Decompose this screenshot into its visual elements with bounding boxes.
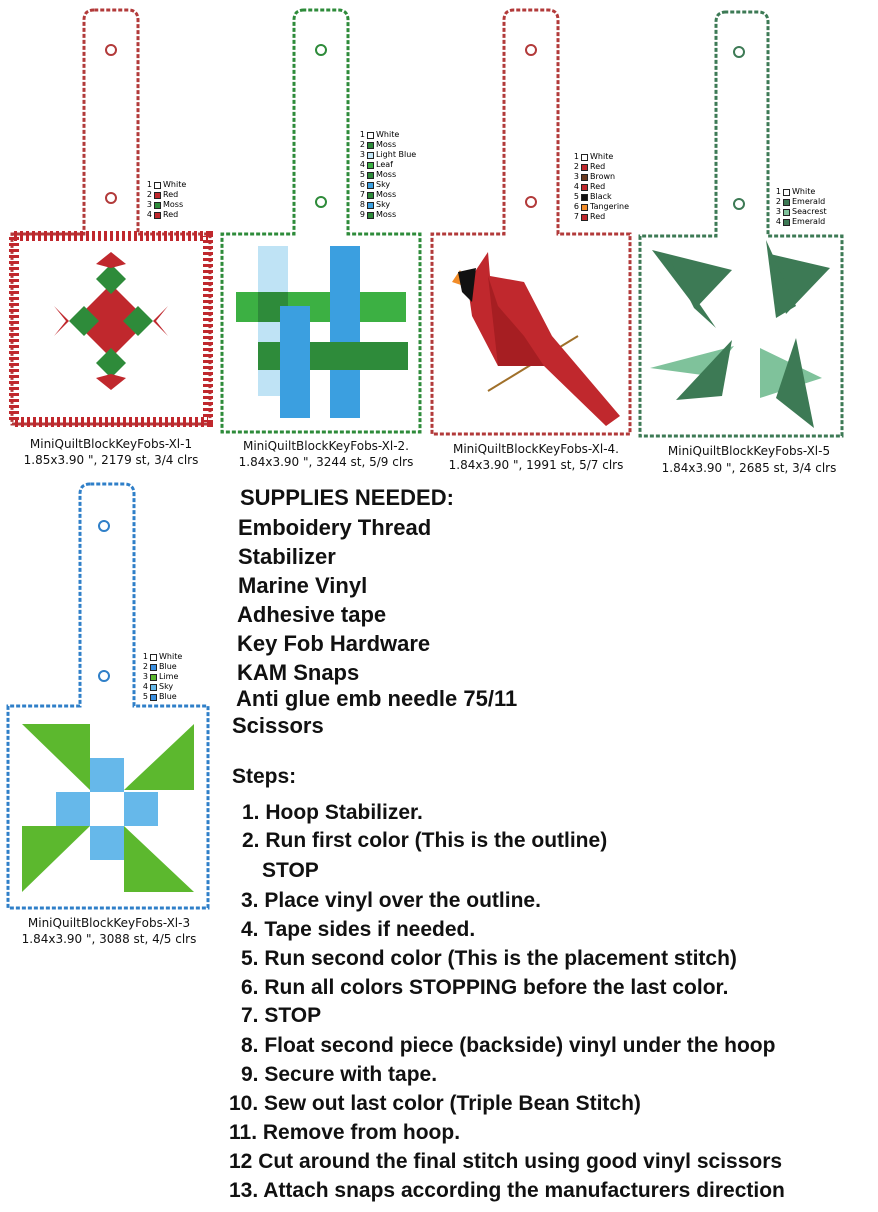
supply-item: Key Fob Hardware	[237, 631, 431, 656]
color-swatch	[783, 219, 790, 226]
step-item: 1. Hoop Stabilizer.	[242, 801, 423, 824]
legend-label: Lime	[159, 672, 179, 681]
legend-label: Moss	[163, 200, 184, 209]
legend-label: Red	[163, 210, 179, 219]
color-swatch	[581, 184, 588, 191]
legend-label: White	[792, 187, 816, 196]
legend-number: 2	[146, 190, 152, 199]
step-item: STOP	[262, 859, 319, 882]
legend-label: Seacrest	[792, 207, 827, 216]
supply-item: Marine Vinyl	[238, 573, 368, 598]
step-item: 2. Run first color (This is the outline)	[242, 829, 608, 852]
legend-number: 1	[146, 180, 152, 189]
legend-row	[358, 150, 416, 160]
legend-row	[572, 152, 629, 162]
legend-label: Black	[590, 192, 612, 201]
color-swatch	[367, 162, 374, 169]
step-item: 5. Run second color (This is the placement stitch)	[241, 947, 737, 970]
legend-label: White	[163, 180, 187, 189]
legend-number: 9	[359, 210, 365, 219]
color-swatch	[367, 182, 374, 189]
legend-number: 3	[146, 200, 152, 209]
step-item: 6. Run all colors STOPPING before the last color.	[241, 976, 729, 999]
design-5-specs: 1.84x3.90 ", 3088 st, 4/5 clrs	[21, 932, 197, 946]
legend-label: Moss	[376, 210, 397, 219]
design-1-specs: 1.85x3.90 ", 2179 st, 3/4 clrs	[23, 453, 199, 467]
step-item: 11. Remove from hoop.	[229, 1121, 461, 1144]
legend-label: Sky	[376, 180, 391, 189]
supply-item: Adhesive tape	[237, 602, 387, 627]
legend-row	[145, 180, 186, 190]
legend-row	[358, 130, 416, 140]
legend-number: 4	[359, 160, 365, 169]
design-3-name: MiniQuiltBlockKeyFobs-Xl-4.	[452, 442, 619, 456]
supply-item: Anti glue emb needle 75/11	[236, 686, 518, 711]
legend-row	[358, 190, 416, 200]
color-legend-2	[358, 130, 416, 220]
legend-number: 2	[775, 197, 781, 206]
legend-label: Blue	[159, 662, 177, 671]
legend-row	[572, 162, 629, 172]
legend-row	[358, 200, 416, 210]
color-swatch	[367, 152, 374, 159]
step-item: 8. Float second piece (backside) vinyl under the hoop	[241, 1034, 776, 1057]
color-swatch	[367, 172, 374, 179]
color-swatch	[154, 202, 161, 209]
legend-label: Light Blue	[376, 150, 417, 159]
legend-number: 2	[573, 162, 579, 171]
legend-label: Sky	[376, 200, 391, 209]
color-swatch	[367, 132, 374, 139]
legend-row	[145, 190, 186, 200]
key-fob-1-illustration	[8, 6, 214, 434]
legend-label: Moss	[376, 140, 397, 149]
color-swatch	[581, 164, 588, 171]
legend-number: 2	[359, 140, 365, 149]
legend-label: Red	[590, 182, 606, 191]
steps-heading: Steps:	[232, 765, 297, 788]
legend-row	[774, 197, 827, 207]
legend-row	[141, 672, 182, 682]
legend-label: Emerald	[792, 197, 826, 206]
supply-item: Emboidery Thread	[238, 515, 432, 540]
legend-row	[774, 217, 827, 227]
legend-number: 7	[359, 190, 365, 199]
legend-row	[774, 187, 827, 197]
design-3-specs: 1.84x3.90 ", 1991 st, 5/7 clrs	[448, 458, 624, 472]
design-1-name: MiniQuiltBlockKeyFobs-Xl-1	[29, 437, 193, 451]
legend-row	[572, 212, 629, 222]
color-swatch	[154, 182, 161, 189]
step-item: 7. STOP	[241, 1004, 322, 1027]
legend-label: White	[590, 152, 614, 161]
color-legend-1	[145, 180, 186, 220]
legend-label: Red	[590, 162, 606, 171]
color-swatch	[154, 192, 161, 199]
legend-number: 4	[146, 210, 152, 219]
legend-row	[572, 182, 629, 192]
legend-label: Blue	[159, 692, 177, 701]
legend-number: 1	[775, 187, 781, 196]
color-swatch	[150, 694, 157, 701]
color-swatch	[581, 174, 588, 181]
legend-label: Emerald	[792, 217, 826, 226]
supply-item: KAM Snaps	[237, 660, 360, 685]
color-swatch	[581, 194, 588, 201]
key-fob-2-illustration	[218, 6, 424, 436]
design-5-name: MiniQuiltBlockKeyFobs-Xl-3	[27, 916, 191, 930]
legend-row	[141, 682, 182, 692]
legend-row	[141, 662, 182, 672]
legend-row	[572, 172, 629, 182]
color-legend-4	[774, 187, 827, 227]
legend-number: 3	[775, 207, 781, 216]
color-swatch	[150, 664, 157, 671]
legend-row	[358, 180, 416, 190]
legend-row	[358, 170, 416, 180]
legend-number: 3	[142, 672, 148, 681]
design-4-specs: 1.84x3.90 ", 2685 st, 3/4 clrs	[661, 461, 837, 475]
legend-number: 6	[359, 180, 365, 189]
color-swatch	[783, 189, 790, 196]
color-swatch	[367, 202, 374, 209]
legend-row	[572, 202, 629, 212]
legend-row	[145, 200, 186, 210]
color-swatch	[367, 192, 374, 199]
color-swatch	[150, 654, 157, 661]
legend-number: 4	[573, 182, 579, 191]
legend-number: 3	[359, 150, 365, 159]
legend-label: White	[376, 130, 400, 139]
color-swatch	[581, 154, 588, 161]
key-fob-3-illustration	[428, 6, 634, 438]
legend-label: Moss	[376, 170, 397, 179]
legend-label: Brown	[590, 172, 616, 181]
color-swatch	[581, 214, 588, 221]
legend-number: 3	[573, 172, 579, 181]
legend-number: 2	[142, 662, 148, 671]
legend-number: 5	[359, 170, 365, 179]
supplies-heading: SUPPLIES NEEDED:	[240, 485, 454, 510]
legend-row	[572, 192, 629, 202]
color-swatch	[783, 209, 790, 216]
step-item: 12 Cut around the final stitch using good vinyl scissors	[229, 1150, 783, 1173]
color-swatch	[783, 199, 790, 206]
design-2-specs: 1.84x3.90 ", 3244 st, 5/9 clrs	[238, 455, 414, 469]
supply-item: Stabilizer	[238, 544, 336, 569]
legend-label: Sky	[159, 682, 174, 691]
legend-row	[145, 210, 186, 220]
key-fob-design-1	[8, 6, 214, 434]
supply-item: Scissors	[232, 713, 324, 738]
legend-label: Leaf	[376, 160, 393, 169]
legend-number: 5	[573, 192, 579, 201]
step-item: 10. Sew out last color (Triple Bean Stitch)	[229, 1092, 641, 1115]
legend-label: White	[159, 652, 183, 661]
step-item: 13. Attach snaps according the manufacturers direction	[229, 1179, 785, 1202]
color-swatch	[367, 212, 374, 219]
color-swatch	[150, 674, 157, 681]
color-legend-5	[141, 652, 182, 702]
step-item: 9. Secure with tape.	[241, 1063, 438, 1086]
legend-row	[358, 140, 416, 150]
legend-row	[774, 207, 827, 217]
legend-row	[358, 160, 416, 170]
legend-label: Red	[590, 212, 606, 221]
legend-number: 4	[142, 682, 148, 691]
color-swatch	[581, 204, 588, 211]
legend-number: 6	[573, 202, 579, 211]
design-4-name: MiniQuiltBlockKeyFobs-Xl-5	[667, 444, 831, 458]
color-legend-3	[572, 152, 629, 222]
legend-number: 4	[775, 217, 781, 226]
legend-row	[141, 652, 182, 662]
step-item: 3. Place vinyl over the outline.	[241, 889, 541, 912]
legend-label: Moss	[376, 190, 397, 199]
legend-number: 8	[359, 200, 365, 209]
color-swatch	[150, 684, 157, 691]
step-item: 4. Tape sides if needed.	[241, 918, 476, 941]
legend-label: Tangerine	[590, 202, 630, 211]
legend-label: Red	[163, 190, 179, 199]
color-swatch	[154, 212, 161, 219]
legend-number: 7	[573, 212, 579, 221]
legend-number: 1	[573, 152, 579, 161]
key-fob-design-3	[428, 6, 634, 438]
legend-number: 5	[142, 692, 148, 701]
legend-row	[358, 210, 416, 220]
legend-row	[141, 692, 182, 702]
design-2-name: MiniQuiltBlockKeyFobs-Xl-2.	[242, 439, 409, 453]
legend-number: 1	[142, 652, 148, 661]
legend-number: 1	[359, 130, 365, 139]
color-swatch	[367, 142, 374, 149]
key-fob-design-2	[218, 6, 424, 436]
